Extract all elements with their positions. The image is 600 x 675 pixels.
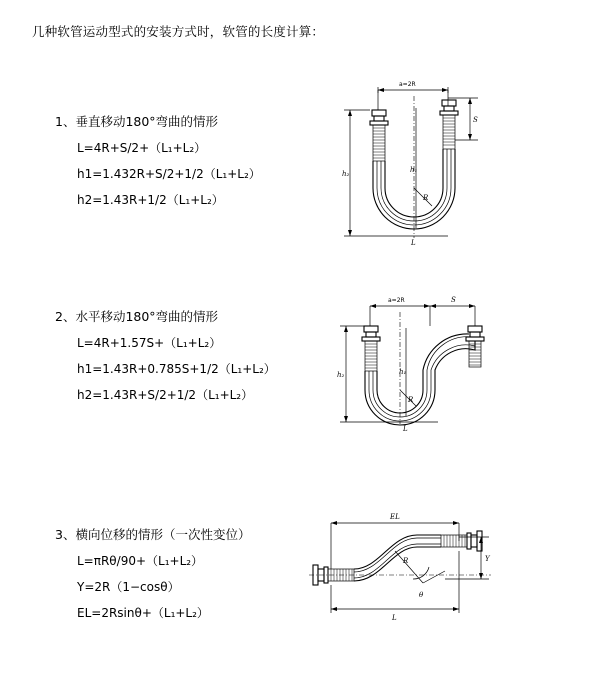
case-3-title: 3、横向位移的情形（一次性变位） [55, 527, 251, 542]
svg-text:a=2R: a=2R [399, 81, 416, 88]
svg-text:Y: Y [485, 555, 490, 563]
case-3-text [55, 525, 250, 630]
case-1-figure [320, 68, 500, 268]
svg-text:θ: θ [419, 591, 424, 599]
svg-text:R: R [423, 194, 429, 202]
svg-text:R: R [403, 557, 409, 565]
svg-text:L: L [403, 425, 408, 433]
case-3-formula-3: EL=2Rsinθ+（L₁+L₂） [77, 606, 209, 620]
svg-text:EL: EL [390, 513, 400, 521]
svg-text:L: L [392, 614, 397, 622]
svg-text:R: R [408, 396, 414, 404]
case-1-title: 1、垂直移动180°弯曲的情形 [55, 114, 219, 129]
case-2-formula-1: L=4R+1.57S+（L₁+L₂） [77, 336, 222, 350]
case-3-formula-1: L=πRθ/90+（L₁+L₂） [77, 554, 204, 568]
case-2-title: 2、水平移动180°弯曲的情形 [55, 309, 219, 324]
svg-text:L: L [411, 239, 416, 247]
case-1-text [55, 112, 261, 217]
svg-text:S: S [473, 116, 478, 124]
case-1-formula-3: h2=1.43R+1/2（L₁+L₂） [77, 193, 224, 207]
svg-text:h₂: h₂ [342, 170, 350, 178]
case-1-formula-2: h1=1.432R+S/2+1/2（L₁+L₂） [77, 167, 261, 181]
case-2-formula-2: h1=1.43R+0.785S+1/2（L₁+L₂） [77, 362, 276, 376]
case-3-figure [295, 505, 505, 635]
case-2-figure [320, 282, 500, 462]
case-2-text [55, 307, 276, 412]
page-title: 几种软管运动型式的安装方式时，软管的长度计算： [32, 24, 325, 39]
case-1-formula-1: L=4R+S/2+（L₁+L₂） [77, 141, 207, 155]
svg-text:a=2R: a=2R [388, 297, 405, 304]
svg-text:h₁: h₁ [410, 166, 418, 174]
svg-text:h₂: h₂ [337, 371, 345, 379]
svg-text:S: S [451, 296, 456, 304]
case-2-formula-3: h2=1.43R+S/2+1/2（L₁+L₂） [77, 388, 254, 402]
svg-text:h₁: h₁ [399, 368, 407, 376]
case-3-formula-2: Y=2R（1−cosθ） [77, 580, 180, 594]
